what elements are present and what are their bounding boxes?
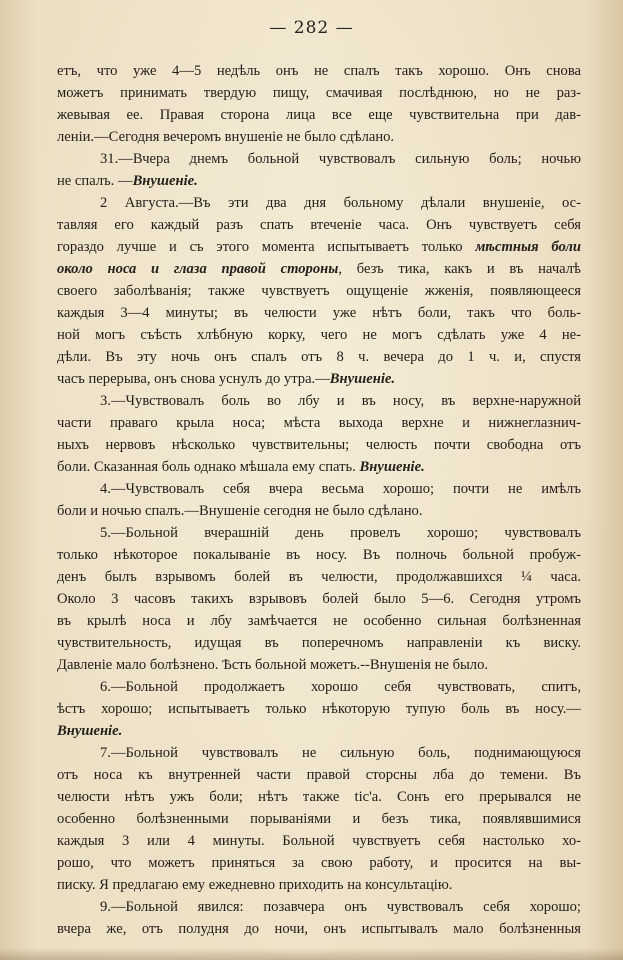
text-line: [57, 610, 581, 632]
text-line: [57, 522, 581, 544]
text-line: [57, 346, 581, 368]
italic-text: Внушеніе.: [132, 173, 198, 189]
text-line: [57, 786, 581, 808]
text-line: [57, 324, 581, 346]
text-line: [57, 60, 581, 82]
text-span: отъ носа къ внутренней части правой сторсны лба до темени. Въ: [57, 767, 581, 783]
text-span: Давленіе мало болѣзнено. Ѣсть больной можетъ.--Внушенія не было.: [57, 657, 489, 673]
text-span: 3.—Чувствовалъ боль во лбу и въ носу, въ верхне-наружной: [100, 393, 581, 409]
text-span: 5.—Больной вчерашній день провелъ хорошо; чувствовалъ: [100, 525, 581, 541]
text-span: , безъ тика, какъ и въ началѣ: [338, 261, 581, 277]
text-line: [57, 896, 581, 918]
text-span: ѣстъ хорошо; испытываетъ только нѣкоторую тупую боль въ носу.—: [57, 701, 581, 717]
text-span: только нѣкоторое покалываніе въ носу. Въ полночь больной пробуж-: [57, 547, 581, 563]
text-line: [57, 720, 581, 742]
text-line: [57, 830, 581, 852]
text-span: можетъ принимать твердую пищу, смачивая послѣднюю, но не раз-: [57, 85, 581, 101]
text-span: вчера же, отъ полудня до ночи, онъ испытывалъ мало болѣзненныя: [57, 921, 581, 937]
text-span: 6.—Больной продолжаетъ хорошо себя чувствовать, спитъ,: [100, 679, 581, 695]
page-number: — 282 —: [269, 18, 354, 38]
text-line: [57, 566, 581, 588]
text-line: [57, 500, 581, 522]
text-line: [57, 852, 581, 874]
italic-text: Внушеніе.: [359, 459, 425, 475]
italic-text: Внушеніе.: [329, 371, 396, 387]
text-line: [57, 368, 581, 390]
text-span: жевывая ее. Правая сторона лица все еще чувствительна при дав-: [57, 107, 581, 123]
text-span: въ крылѣ носа и лбу замѣчается не особенно сильная болѣзненная: [57, 613, 581, 629]
text-line: [57, 258, 581, 280]
text-line: [57, 456, 581, 478]
text-line: [57, 302, 581, 324]
text-span: писку. Я предлагаю ему ежедневно приходить на консультацію.: [57, 877, 453, 893]
text-span: етъ, что уже 4—5 недѣль онъ не спалъ такъ хорошо. Онъ снова: [57, 63, 581, 79]
text-line: [57, 588, 581, 610]
text-span: челюсти нѣтъ ужъ боли; нѣтъ также tic'a. Сонъ его прерывался не: [57, 789, 581, 805]
text-span: не спалъ. —: [57, 173, 133, 189]
text-span: Около 3 часовъ такихъ взрывовъ болей было 5—6. Сегодня утромъ: [57, 591, 581, 607]
text-line: [57, 478, 581, 500]
text-span: гораздо лучше и съ этого момента испытываетъ только: [57, 239, 476, 255]
text-span: дѣли. Въ эту ночь онъ спалъ отъ 8 ч. вечера до 1 ч. и, спустя: [57, 349, 581, 365]
text-span: ныхъ нервовъ нѣсколько чувствительны; челюсть почти свободна отъ: [57, 437, 581, 453]
text-line: [57, 170, 581, 192]
text-span: тавляя его каждый разъ спать втеченіе часа. Онъ чувствуетъ себя: [57, 217, 581, 233]
text-line: [57, 214, 581, 236]
text-span: 9.—Больной явился: позавчера онъ чувствовалъ себя хорошо;: [100, 899, 581, 915]
text-line: [57, 918, 581, 940]
text-span: части праваго крыла носа; мѣста выхода верхне и нижнеглазнич-: [57, 415, 581, 431]
text-span: ной могъ съѣсть хлѣбную корку, чего не могъ сдѣлать уже 4 не-: [57, 327, 581, 343]
text-line: [57, 544, 581, 566]
text-line: [57, 192, 581, 214]
text-span: боли и ночью спалъ.—Внушеніе сегодня не было сдѣлано.: [57, 503, 423, 519]
text-span: 4.—Чувствовалъ себя вчера весьма хорошо; почти не имѣлъ: [100, 481, 581, 497]
text-line: [57, 764, 581, 786]
italic-text: Внушеніе.: [57, 723, 123, 739]
text-span: денъ былъ взрывомъ болей въ челюсти, продолжавшихся ¼ часа.: [57, 569, 581, 585]
text-line: [57, 632, 581, 654]
text-span: каждыя 3—4 минуты; въ челюсти уже нѣтъ боли, такъ что боль-: [57, 305, 581, 321]
text-span: часъ перерыва, онъ снова уснулъ до утра.—: [57, 371, 330, 387]
text-line: [57, 742, 581, 764]
italic-text: мѣстныя боли: [475, 239, 581, 255]
text-span: 31.—Вчера днемъ больной чувствовалъ сильную боль; ночью: [100, 151, 581, 167]
text-span: 2 Августа.—Въ эти два дня больному дѣлали внушеніе, ос-: [100, 195, 581, 211]
text-span: чувствительность, идущая въ поперечномъ направленіи къ виску.: [57, 635, 581, 651]
text-span: боли. Сказанная боль однако мѣшала ему спать.: [57, 459, 360, 475]
text-line: [57, 698, 581, 720]
text-span: 7.—Больной чувствовалъ не сильную боль, поднимающуюся: [100, 745, 581, 761]
italic-text: около носа и глаза правой стороны: [57, 261, 339, 277]
body-text: [57, 60, 581, 940]
text-span: особенно болѣзненными порываніями и безъ тика, появлявшимися: [57, 811, 581, 827]
text-line: [57, 874, 581, 896]
text-span: рошо, что можетъ приняться за свою работу, и просится на вы-: [57, 855, 581, 871]
text-line: [57, 412, 581, 434]
text-line: [57, 280, 581, 302]
text-line: [57, 148, 581, 170]
text-line: [57, 126, 581, 148]
text-span: каждыя 3 или 4 минуты. Больной чувствуетъ себя настолько хо-: [57, 833, 581, 849]
text-line: [57, 434, 581, 456]
text-line: [57, 808, 581, 830]
text-line: [57, 676, 581, 698]
text-line: [57, 104, 581, 126]
text-line: [57, 390, 581, 412]
text-span: леніи.—Сегодня вечеромъ внушеніе не было сдѣлано.: [57, 129, 395, 145]
text-line: [57, 654, 581, 676]
text-line: [57, 236, 581, 258]
text-line: [57, 82, 581, 104]
text-span: своего заболѣванія; также чувствуетъ ощущеніе жженія, появляющееся: [57, 283, 581, 299]
